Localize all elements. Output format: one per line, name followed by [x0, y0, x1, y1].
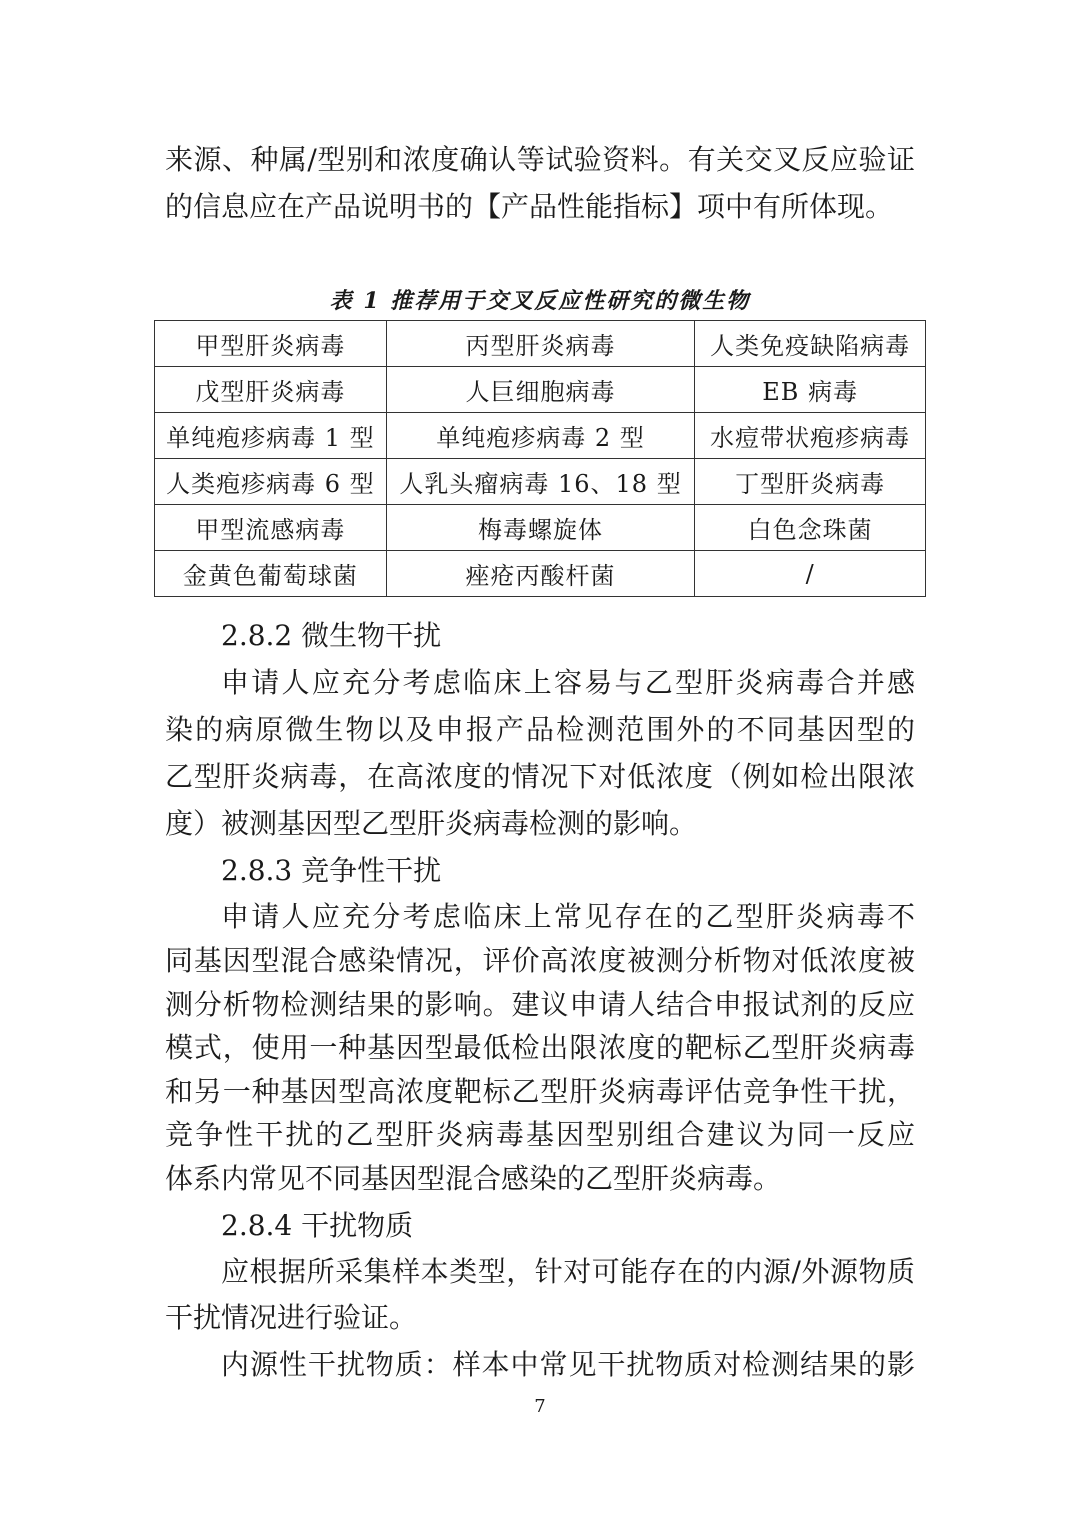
paragraph-line: 乙型肝炎病毒，在高浓度的情况下对低浓度（例如检出限浓 [165, 760, 915, 793]
paragraph-line: 竞争性干扰的乙型肝炎病毒基因型别组合建议为同一反应 [165, 1118, 915, 1151]
paragraph-line: 模式，使用一种基因型最低检出限浓度的靶标乙型肝炎病毒 [165, 1031, 915, 1064]
paragraph-line: 申请人应充分考虑临床上常见存在的乙型肝炎病毒不 [221, 900, 915, 933]
paragraph-line: 内源性干扰物质：样本中常见干扰物质对检测结果的影 [221, 1348, 915, 1381]
table-cell: 戊型肝炎病毒 [155, 367, 387, 413]
table-row [155, 321, 926, 367]
table-cell: 单纯疱疹病毒 2 型 [386, 413, 695, 459]
table-cell: 白色念珠菌 [695, 505, 926, 551]
paragraph-line: 和另一种基因型高浓度靶标乙型肝炎病毒评估竞争性干扰， [165, 1075, 915, 1108]
table-cell: / [695, 551, 926, 597]
table-cell: 梅毒螺旋体 [386, 505, 695, 551]
table-cell: 水痘带状疱疹病毒 [695, 413, 926, 459]
section-heading-2-8-2: 2.8.2 微生物干扰 [221, 619, 442, 652]
section-heading-2-8-3: 2.8.3 竞争性干扰 [221, 854, 442, 887]
table-cell: EB 病毒 [695, 367, 926, 413]
table-cell: 人巨细胞病毒 [386, 367, 695, 413]
table-cell: 单纯疱疹病毒 1 型 [155, 413, 387, 459]
table-cell: 丁型肝炎病毒 [695, 459, 926, 505]
paragraph-line: 染的病原微生物以及申报产品检测范围外的不同基因型的 [165, 713, 915, 746]
table-cell: 丙型肝炎病毒 [386, 321, 695, 367]
table-cell: 人乳头瘤病毒 16、18 型 [386, 459, 695, 505]
table-caption: 表 1 推荐用于交叉反应性研究的微生物 [329, 288, 751, 314]
table-row [155, 505, 926, 551]
table-cell: 人类免疫缺陷病毒 [695, 321, 926, 367]
paragraph-line: 干扰情况进行验证。 [165, 1301, 418, 1334]
intro-line-2: 的信息应在产品说明书的【产品性能指标】项中有所体现。 [165, 190, 894, 223]
paragraph-line: 体系内常见不同基因型混合感染的乙型肝炎病毒。 [165, 1162, 782, 1195]
table-row [155, 367, 926, 413]
table-row [155, 551, 926, 597]
microorganism-table [154, 320, 926, 597]
table-cell: 甲型肝炎病毒 [155, 321, 387, 367]
paragraph-line: 申请人应充分考虑临床上容易与乙型肝炎病毒合并感 [221, 666, 915, 699]
table-cell: 人类疱疹病毒 6 型 [155, 459, 387, 505]
paragraph-line: 度）被测基因型乙型肝炎病毒检测的影响。 [165, 807, 698, 840]
section-heading-2-8-4: 2.8.4 干扰物质 [221, 1209, 414, 1242]
table-cell: 痤疮丙酸杆菌 [386, 551, 695, 597]
intro-line-1: 来源、种属/型别和浓度确认等试验资料。有关交叉反应验证 [165, 143, 915, 176]
page-number: 7 [534, 1396, 546, 1417]
paragraph-line: 测分析物检测结果的影响。建议申请人结合申报试剂的反应 [165, 988, 915, 1021]
table-row [155, 413, 926, 459]
paragraph-line: 应根据所采集样本类型，针对可能存在的内源/外源物质 [221, 1255, 915, 1288]
table-cell: 甲型流感病毒 [155, 505, 387, 551]
table-cell: 金黄色葡萄球菌 [155, 551, 387, 597]
table-row [155, 459, 926, 505]
paragraph-line: 同基因型混合感染情况，评价高浓度被测分析物对低浓度被 [165, 944, 915, 977]
